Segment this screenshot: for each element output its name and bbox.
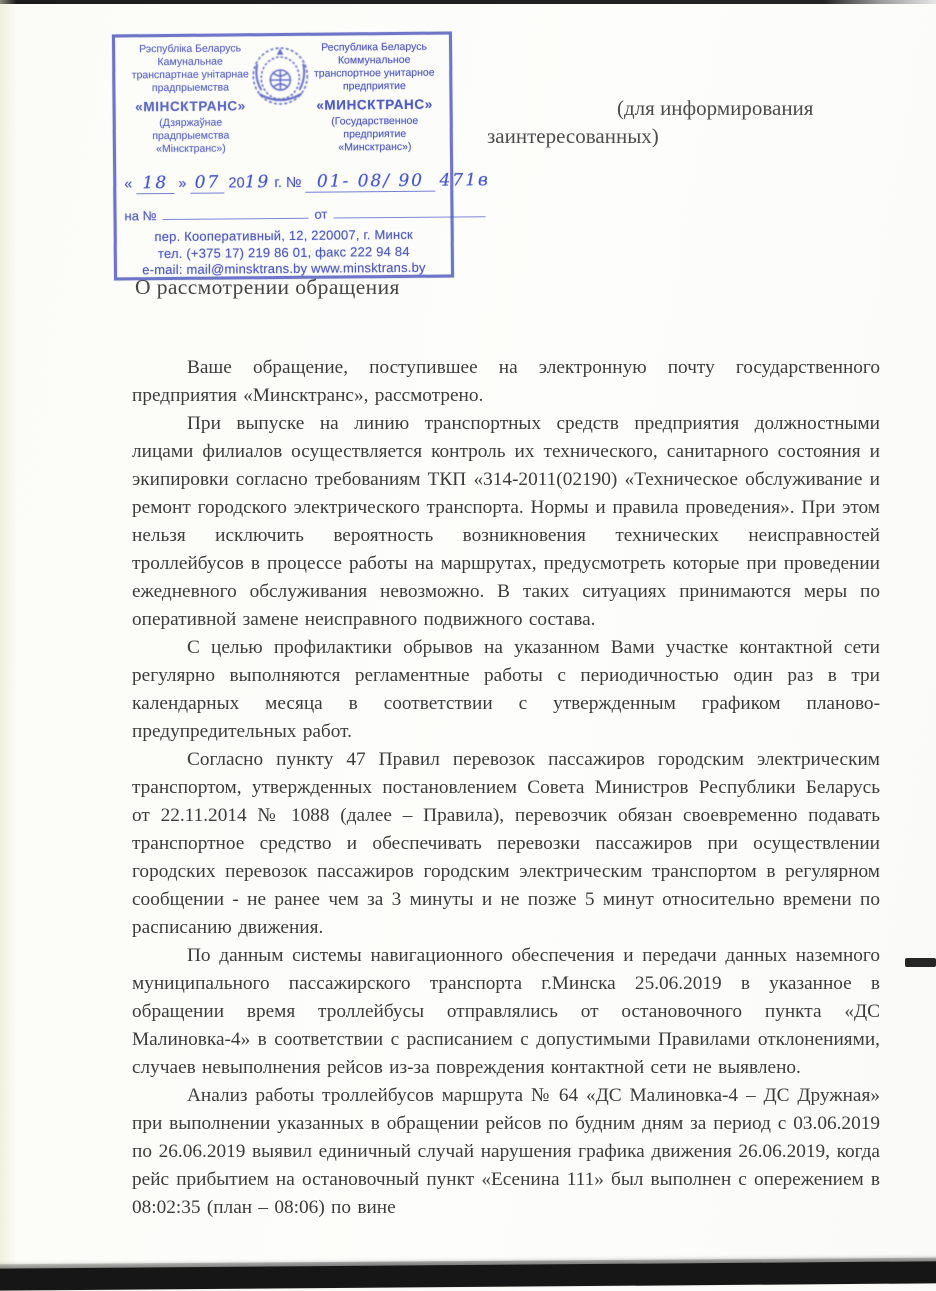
body-paragraph-4: Согласно пункту 47 Правил перевозок пассажиров городским электрическим транспортом, утвержденных постановлением Совета Министров Республики Беларусь от 22.11.2014 № 1088 (далее – Правила), перевозчик обязан своевременно подавать транспортное средство и обеспечивать перевозки пассажиров при осуществлении городских перевозок пассажиров городским электрическим транспортом в регулярном сообщении - не ранее чем за 3 минуты и не позже 5 минут относительно времени по расписанию движения.: [132, 749, 880, 938]
stamp-line: «Минсктранс»): [338, 140, 412, 154]
quote-open: «: [124, 176, 133, 193]
reply-number-label: на №: [124, 208, 157, 224]
handwritten-month: 07: [190, 173, 224, 194]
stamp-org-russian: [303, 41, 446, 155]
printed-number-label: г. №: [274, 174, 302, 192]
handwritten-doc-number: 01- 08/ 90: [305, 171, 435, 193]
stamp-address-phone: тел. (+375 17) 219 86 01, факс 222 94 84: [157, 243, 410, 261]
stamp-org-belarusian: [119, 42, 262, 156]
letter-body: [132, 354, 880, 1222]
blank-line: [333, 204, 485, 218]
stamp-line: Камунальнае: [157, 55, 223, 69]
stamp-line: предприятие: [342, 79, 406, 93]
stamp-line: Коммунальное: [337, 53, 411, 67]
body-paragraph-2: При выпуске на линию транспортных средств предприятия должностными лицами филиалов осуществляется контроль их технического, санитарного состояния и экипировки согласно требованиям ТКП «314-2011(02190) «Техническое обслуживание и ремонт городского электрического транспорта. Нормы и правила проведения». При этом нельзя исключить вероятность возникновения технических неисправностей троллейбусов в процессе работы на маршрутах, предусмотреть которые при проведении ежедневного обслуживания невозможно. В таких ситуациях принимаются меры по оперативной замене неисправного подвижного состава.: [132, 413, 880, 630]
handwritten-day: 18: [136, 173, 174, 194]
stamp-line: прадпрыемства: [151, 81, 229, 95]
printed-century: 20: [228, 175, 245, 192]
quote-close: »: [178, 175, 187, 192]
handwritten-doc-number-tail: 471в: [439, 170, 490, 191]
handwritten-year: 19: [244, 172, 271, 193]
stamp-line: Рэспубліка Беларусь: [139, 42, 242, 56]
reply-from-label: от: [314, 206, 328, 222]
stamp-reply-line: [124, 205, 444, 224]
body-paragraph-6: Анализ работы троллейбусов маршрута № 64 «ДС Малиновка-4 – ДС Дружная» при выполнении указанных в обращении рейсов по будним дням за период с 03.06.2019 по 26.06.2019 выявил единичный случай нарушения графика движения 26.06.2019, когда рейс прибытием на остановочный пункт «Есенина 111» был выполнен с опережением в 08:02:35 (план – 08:06) по вине: [132, 1085, 880, 1218]
stamp-org-name-ru: «МИНСКТРАНС»: [316, 96, 433, 113]
letterhead-stamp: [112, 32, 490, 281]
stamp-line: «Мінсктранс»): [156, 142, 226, 156]
addressee-note-line2: заинтересованных): [487, 124, 659, 148]
stamp-line: транспортное унитарное: [313, 66, 435, 80]
stamp-address-street: пер. Кооперативный, 12, 220007, г. Минск: [154, 226, 413, 245]
scan-artifact-top-edge: [0, 0, 936, 4]
body-paragraph-1: Ваше обращение, поступившее на электронную почту государственного предприятия «Минсктранс», рассмотрено.: [132, 357, 880, 406]
addressee-note-line1: (для информирования: [617, 96, 814, 120]
body-paragraph-3: С целью профилактики обрывов на указанном Вами участке контактной сети регулярно выполняются регламентные работы с периодичностью один раз в три календарных месяца в соответствии с утвержденным графиком планово-предупредительных работ.: [132, 637, 880, 742]
coat-of-arms-emblem: [249, 44, 312, 109]
stamp-address-block: [117, 227, 451, 279]
addressee-note: [487, 94, 897, 150]
stamp-line: (Дзяржаўнае прадпрыемства: [152, 116, 230, 143]
stamp-line: транспартнае унітарнае: [131, 68, 249, 82]
stamp-address-email: e-mail: mail@minsktrans.by www.minsktrans.by: [142, 259, 426, 278]
stamp-line: (Государственное предприятие: [331, 114, 419, 141]
letter-subject: О рассмотрении обращения: [135, 275, 400, 299]
stamp-line: Республика Беларусь: [321, 40, 427, 54]
body-paragraph-5: По данным системы навигационного обеспечения и передачи данных наземного муниципального пассажирского транспорта г.Минска 25.06.2019 в указанное в обращении время троллейбусы отправлялись от остановочного пункта «ДС Малиновка-4» в соответствии с расписанием с допустимыми Правилами отклонениями, случаев невыполнения рейсов из-за повреждения контактной сети не выявлено.: [132, 945, 880, 1078]
scan-artifact-left-tint: [0, 0, 16, 1280]
stamp-org-name-by: «МІНСКТРАНС»: [135, 98, 246, 115]
scan-artifact-right-dash: [905, 958, 936, 967]
stamp-date-line: [124, 170, 490, 195]
blank-line: [162, 206, 308, 220]
